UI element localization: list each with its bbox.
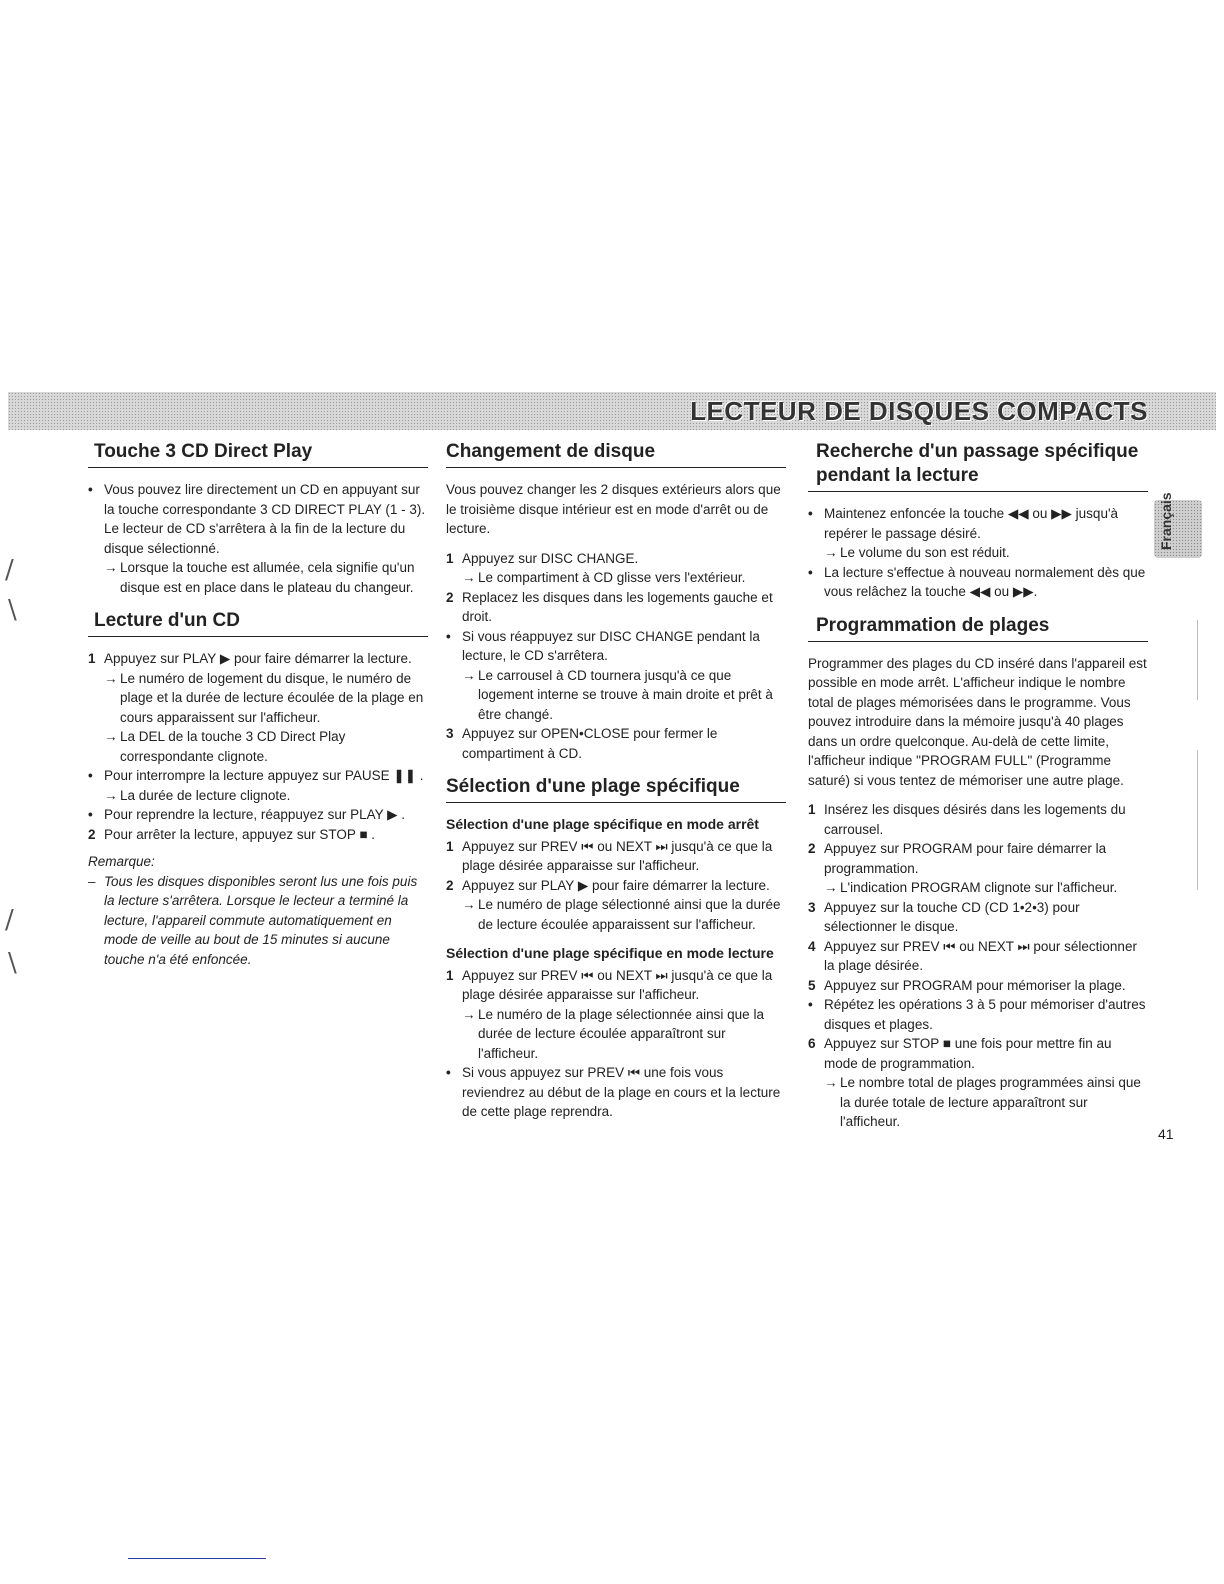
margin-line [1197, 750, 1198, 890]
intro-text: Programmer des plages du CD inséré dans l'appareil est possible en mode arrêt. L'afficheur indique le nombre total de plages mémorisées dans le programme. Vous pouvez introduire dans la mémoire jusqu'à 40 plages dans un ordre quelconque. Au-delà de cette limite, l'afficheur indique "PROGRAM FULL" (Programme saturé) si vous tentez de mémoriser une autre plage. [808, 655, 1147, 788]
list-subitem: → Le compartiment à CD glisse vers l'extérieur. [462, 570, 746, 585]
list-subitem: → Lorsque la touche est allumée, cela signifie qu'un disque est en place dans le plateau du changeur. [104, 560, 415, 595]
section-header-title: LECTEUR DE DISQUES COMPACTS [690, 396, 1148, 426]
column-3 [808, 440, 1148, 1132]
list-subitem: → Le nombre total de plages programmées ainsi que la durée totale de lecture apparaîtront sur l'afficheur. [824, 1075, 1141, 1129]
list-item: • Pour reprendre la lecture, réappuyez sur PLAY ▶ . [88, 807, 406, 822]
margin-mark: \ [8, 948, 17, 978]
language-tab [1154, 492, 1202, 558]
remark-text: – Tous les disques disponibles seront lus une fois puis la lecture s'arrêtera. Lorsque le lecteur a terminé la lecture, l'appareil commute automatiquement en mode de veille au bout de 15 minutes si aucune touche n'a été enfoncée. [88, 873, 418, 967]
column-2 [446, 440, 786, 1122]
list-subitem: → La DEL de la touche 3 CD Direct Play correspondante clignote. [104, 729, 346, 764]
list-subitem: → L'indication PROGRAM clignote sur l'afficheur. [824, 880, 1118, 895]
list-item: • Maintenez enfoncée la touche ◀◀ ou ▶▶ jusqu'à repérer le passage désiré. [808, 506, 1119, 541]
list-item: • Vous pouvez lire directement un CD en appuyant sur la touche correspondante 3 CD DIRECT PLAY (1 - 3). Le lecteur de CD s'arrêtera à la fin de la lecture du disque sélectionné. [88, 482, 426, 556]
list-item: • Répétez les opérations 3 à 5 pour mémoriser d'autres disques et plages. [808, 997, 1146, 1032]
list-item: 2 Replacez les disques dans les logements gauche et droit. [446, 589, 773, 624]
list-item: 1 Insérez les disques désirés dans les logements du carrousel. [808, 802, 1126, 837]
heading-touche-3cd: Touche 3 CD Direct Play [88, 440, 428, 468]
subheading-mode-lecture: Sélection d'une plage spécifique en mode lecture [446, 945, 774, 961]
list-item: 1 Appuyez sur PREV ⏮ ou NEXT ⏭ jusqu'à ce que la plage désirée apparaisse sur l'afficheur. [446, 967, 773, 1002]
list-item: • Pour interrompre la lecture appuyez sur PAUSE ❚❚ . [88, 768, 424, 783]
heading-lecture-cd: Lecture d'un CD [88, 609, 428, 637]
list-item: 1 Appuyez sur PREV ⏮ ou NEXT ⏭ jusqu'à ce que la plage désirée apparaisse sur l'afficheur. [446, 838, 773, 873]
margin-line [1197, 620, 1198, 700]
footer-rule [128, 1558, 266, 1559]
list-item: 2 Appuyez sur PLAY ▶ pour faire démarrer la lecture. [446, 877, 770, 893]
list-subitem: → Le numéro de la plage sélectionnée ainsi que la durée de lecture écoulée apparaîtront sur l'afficheur. [462, 1006, 764, 1061]
list-subitem: → La durée de lecture clignote. [104, 787, 291, 803]
page-number: 41 [1158, 1126, 1174, 1142]
list-subitem: → Le carrousel à CD tournera jusqu'à ce que logement interne se trouve à main droite et prêt à être changé. [462, 667, 773, 722]
language-tab-label: Français [1158, 492, 1174, 550]
list-item: • Si vous réappuyez sur DISC CHANGE pendant la lecture, le CD s'arrêtera. [446, 628, 760, 663]
list-subitem: → Le numéro de logement du disque, le numéro de plage et la durée de lecture écoulée de la plage en cours apparaissent sur l'afficheur. [104, 670, 424, 725]
remark-label: Remarque: [88, 854, 155, 869]
list-item: 1 Appuyez sur DISC CHANGE. [446, 550, 639, 566]
list-item: 4 Appuyez sur PREV ⏮ ou NEXT ⏭ pour sélectionner la plage désirée. [808, 938, 1137, 973]
intro-text: Vous pouvez changer les 2 disques extérieurs alors que le troisième disque intérieur est en mode d'arrêt ou de lecture. [446, 482, 781, 536]
list-item: 6 Appuyez sur STOP ■ une fois pour mettre fin au mode de programmation. [808, 1036, 1112, 1071]
list-item: • La lecture s'effectue à nouveau normalement dès que vous relâchez la touche ◀◀ ou ▶▶. [808, 564, 1146, 599]
list-item: 3 Appuyez sur la touche CD (CD 1•2•3) pour sélectionner le disque. [808, 899, 1080, 934]
margin-mark: / [5, 905, 14, 935]
column-1 [88, 440, 428, 969]
list-item: • Si vous appuyez sur PREV ⏮ une fois vous reviendrez au début de la plage en cours et la lecture de cette plage reprendra. [446, 1065, 781, 1119]
section-header-band [8, 392, 1216, 430]
list-item: 3 Appuyez sur OPEN•CLOSE pour fermer le compartiment à CD. [446, 726, 718, 761]
margin-mark: \ [8, 595, 17, 625]
margin-mark: / [5, 555, 14, 585]
heading-selection-plage: Sélection d'une plage spécifique [446, 775, 786, 803]
list-item: 2 Appuyez sur PROGRAM pour faire démarrer la programmation. [808, 841, 1107, 876]
list-subitem: → Le volume du son est réduit. [824, 545, 1010, 560]
list-item: 2 Pour arrêter la lecture, appuyez sur STOP ■ . [88, 826, 376, 842]
list-item: 5 Appuyez sur PROGRAM pour mémoriser la plage. [808, 977, 1126, 993]
list-subitem: → Le numéro de plage sélectionné ainsi que la durée de lecture écoulée apparaissent sur l'afficheur. [462, 897, 781, 932]
list-item: 1 Appuyez sur PLAY ▶ pour faire démarrer la lecture. [88, 651, 412, 666]
heading-changement-disque: Changement de disque [446, 440, 786, 468]
subheading-mode-arret: Sélection d'une plage spécifique en mode arrêt [446, 816, 759, 832]
heading-programmation: Programmation de plages [808, 614, 1148, 642]
heading-recherche-passage: Recherche d'un passage spécifique pendant la lecture [808, 440, 1148, 492]
